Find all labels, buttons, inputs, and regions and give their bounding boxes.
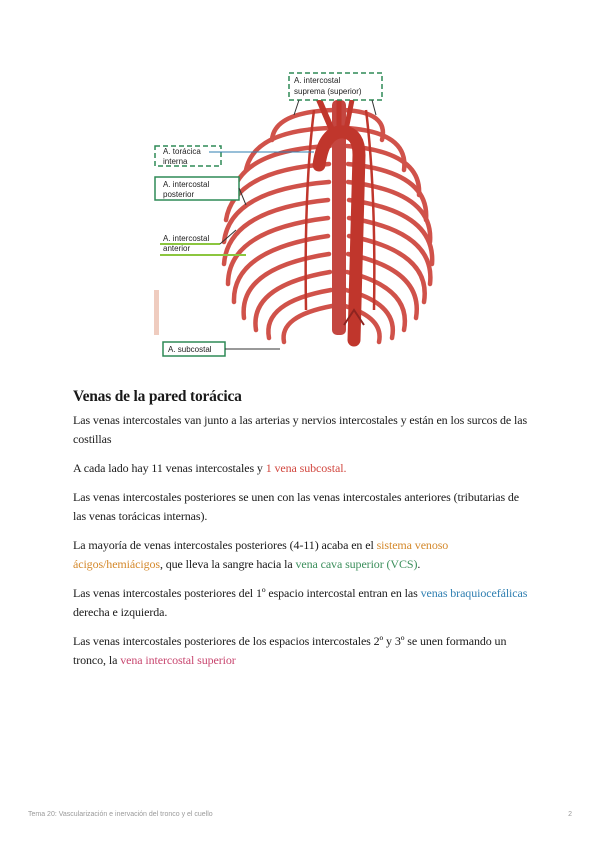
svg-text:A. subcostal: A. subcostal [168,345,212,354]
paragraph-4-text-a: La mayoría de venas intercostales posteriores (4-11) acaba en el [73,538,377,552]
paragraph-5-text-b: derecha e izquierda. [73,605,168,619]
page-number: 2 [568,811,572,818]
section-heading: Venas de la pared torácica [73,388,242,405]
vena-subcostal-link[interactable]: 1 vena subcostal. [265,461,347,475]
svg-text:A. intercostal: A. intercostal [294,76,341,85]
svg-text:anterior: anterior [163,244,191,253]
svg-text:suprema (superior): suprema (superior) [294,87,362,96]
thoracic-arteries-figure [154,70,444,368]
paragraph-3: Las venas intercostales posteriores se unen con las venas intercostales anteriores (tributarias de las venas torácicas internas). [73,490,520,523]
paragraph-5-text-a: Las venas intercostales posteriores del 1º espacio intercostal entran en las [73,586,421,600]
paragraph-6-text: Las venas intercostales posteriores de los espacios intercostales 2º y 3º se unen formando un tronco, la [73,634,507,667]
footer-title: Tema 20: Vascularización e inervación del tronco y el cuello [28,811,213,818]
svg-text:posterior: posterior [163,190,195,199]
paragraph-2 [73,459,533,478]
vena-intercostal-superior-link[interactable]: vena intercostal superior [120,653,236,667]
paragraph-4-text-b: , que lleva la sangre hacia la [159,557,296,571]
paragraph-4-text-c: . [417,557,421,571]
vena-cava-superior-link[interactable]: vena cava superior (VCS) [295,557,418,571]
paragraph-4 [73,536,533,574]
rib-cage-illustration [154,70,444,368]
sistema-acigos-link[interactable]: sistema venoso ácigos/hemiácigos [73,538,449,571]
svg-text:A. intercostal: A. intercostal [163,234,210,243]
venas-braquiocefalicas-link[interactable]: venas braquiocefálicas [420,586,528,600]
svg-text:A. intercostal: A. intercostal [163,180,210,189]
section-body [73,411,533,680]
paragraph-5 [73,584,533,622]
svg-text:interna: interna [163,157,188,166]
paragraph-6 [73,632,533,670]
svg-text:A. torácica: A. torácica [163,147,201,156]
paragraph-2-text: A cada lado hay 11 venas intercostales y [73,461,266,475]
paragraph-1: Las venas intercostales van junto a las arterias y nervios intercostales y están en los surcos de las costillas [73,413,528,446]
